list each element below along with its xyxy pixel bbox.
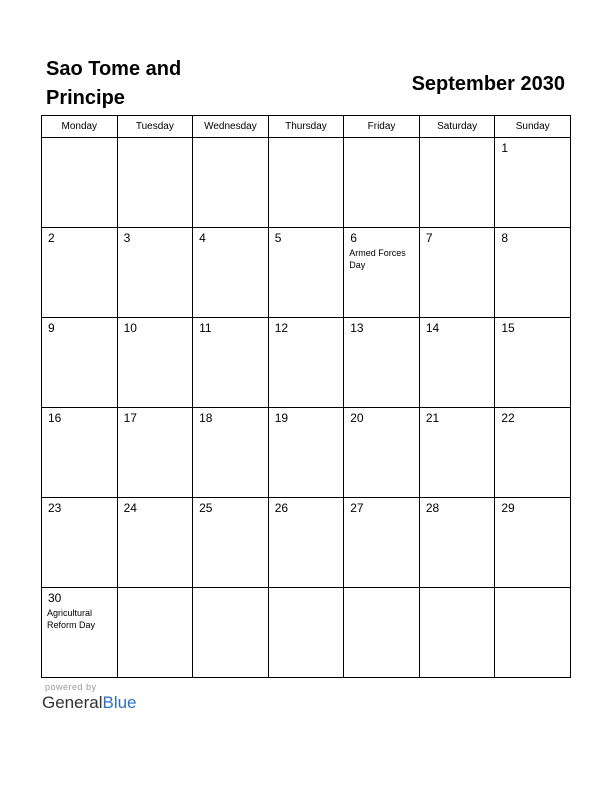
brand-general-text: General (42, 693, 103, 712)
day-cell (495, 498, 571, 588)
week-row (42, 588, 571, 678)
weekday-header: Saturday (419, 116, 495, 138)
day-number: 3 (123, 231, 131, 245)
day-cell (344, 588, 420, 678)
day-number: 11 (199, 321, 212, 335)
day-number: 12 (274, 321, 289, 335)
weekday-header: Tuesday (117, 116, 193, 138)
week-row (42, 498, 571, 588)
day-number: 28 (425, 501, 440, 515)
day-number: 23 (48, 501, 62, 515)
day-cell (268, 498, 344, 588)
day-cell (117, 498, 193, 588)
day-cell (344, 228, 420, 318)
generalblue-logo[interactable] (42, 693, 137, 713)
day-cell (42, 588, 118, 678)
day-cell (193, 588, 269, 678)
day-number: 21 (425, 411, 440, 425)
calendar-grid (41, 115, 571, 678)
day-number: 2 (48, 231, 55, 245)
day-number: 13 (350, 321, 364, 335)
footer-branding (42, 682, 137, 713)
day-cell (117, 588, 193, 678)
day-cell (193, 228, 269, 318)
day-number: 4 (199, 231, 206, 245)
country-title: Sao Tome and Principe (46, 58, 182, 109)
day-number: 14 (425, 321, 440, 335)
day-number: 5 (274, 231, 282, 245)
brand-blue-text: Blue (102, 693, 137, 712)
day-number: 18 (199, 411, 213, 425)
day-cell (193, 318, 269, 408)
holiday-label: Armed Forces Day (349, 248, 406, 270)
day-number: 8 (501, 231, 509, 245)
day-number: 1 (501, 141, 509, 155)
day-cell (193, 408, 269, 498)
day-number: 7 (425, 231, 433, 245)
day-cell (344, 318, 420, 408)
day-cell (268, 588, 344, 678)
weekday-header: Monday (42, 116, 118, 138)
week-row (42, 228, 571, 318)
day-cell (268, 408, 344, 498)
day-cell (495, 318, 571, 408)
day-number: 9 (48, 321, 55, 335)
day-number: 30 (48, 591, 62, 605)
day-number: 25 (199, 501, 213, 515)
day-cell (193, 498, 269, 588)
day-cell (419, 138, 495, 228)
day-cell (344, 408, 420, 498)
day-cell (42, 318, 118, 408)
day-number: 19 (274, 411, 289, 425)
day-number: 27 (350, 501, 364, 515)
weekday-header: Friday (344, 116, 420, 138)
week-row (42, 318, 571, 408)
day-number: 20 (350, 411, 364, 425)
week-row (42, 408, 571, 498)
day-cell (495, 588, 571, 678)
day-number: 24 (123, 501, 137, 515)
day-cell (268, 228, 344, 318)
day-number: 26 (274, 501, 289, 515)
day-cell (117, 408, 193, 498)
day-cell (344, 498, 420, 588)
day-number: 22 (501, 411, 515, 425)
day-cell (268, 318, 344, 408)
weekday-header: Thursday (268, 116, 344, 138)
day-cell (117, 228, 193, 318)
weekday-header-row (42, 116, 571, 138)
month-year-title: September 2030 (411, 73, 565, 95)
day-number: 16 (48, 411, 62, 425)
day-cell (268, 138, 344, 228)
day-cell (419, 498, 495, 588)
holiday-label: Agricultural Reform Day (47, 608, 96, 630)
day-number: 29 (501, 501, 515, 515)
day-cell (419, 588, 495, 678)
day-cell (495, 228, 571, 318)
day-cell (42, 228, 118, 318)
day-number: 6 (350, 231, 357, 245)
day-cell (193, 138, 269, 228)
day-cell (344, 138, 420, 228)
week-row (42, 138, 571, 228)
weekday-header: Wednesday (193, 116, 269, 138)
day-number: 17 (123, 411, 137, 425)
day-cell (42, 498, 118, 588)
day-cell (42, 408, 118, 498)
day-number: 10 (123, 321, 137, 335)
day-cell (117, 318, 193, 408)
weekday-header: Sunday (495, 116, 571, 138)
day-cell (419, 408, 495, 498)
day-cell (495, 408, 571, 498)
day-cell (42, 138, 118, 228)
day-cell (419, 318, 495, 408)
day-cell (117, 138, 193, 228)
day-cell (495, 138, 571, 228)
day-cell (419, 228, 495, 318)
day-number: 15 (501, 321, 515, 335)
powered-by-label: powered by (45, 682, 97, 692)
